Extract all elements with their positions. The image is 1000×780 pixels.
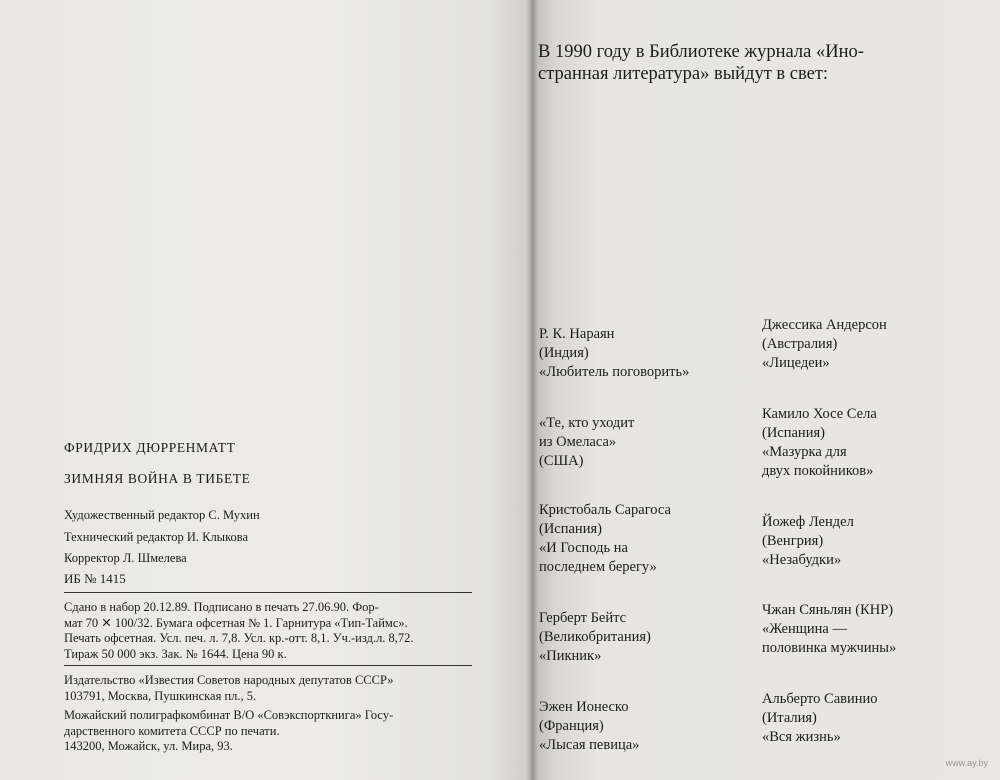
- book-entry: [539, 501, 671, 577]
- entry-line: «Незабудки»: [762, 552, 842, 568]
- print-line: Тираж 50 000 экз. Зак. № 1644. Цена 90 к.: [64, 646, 287, 661]
- entry-line: (Франция): [539, 718, 604, 734]
- print-line: Сдано в набор 20.12.89. Подписано в печать 27.06.90. Фор-: [64, 600, 379, 614]
- credit-role: Корректор: [64, 551, 120, 565]
- book-entry: [762, 690, 878, 747]
- book-gutter: [526, 0, 538, 780]
- entry-line: «Любитель поговорить»: [539, 364, 690, 380]
- watermark: www.ay.by: [945, 758, 988, 768]
- entry-line: Камило Хосе Села: [762, 406, 877, 422]
- entry-line: Йожеф Лендел: [762, 514, 854, 530]
- entry-line: из Омеласа»: [539, 434, 617, 450]
- intro-line: В 1990 году в Библиотеке журнала «Ино-: [538, 42, 864, 62]
- intro-line: странная литература» выйдут в свет:: [538, 64, 829, 84]
- entry-line: «Лысая певица»: [539, 737, 640, 753]
- entry-line: «Те, кто уходит: [539, 415, 635, 431]
- book-entry: [762, 316, 887, 373]
- book-title: ЗИМНЯЯ ВОЙНА В ТИБЕТЕ: [64, 471, 251, 486]
- publisher-line: 103791, Москва, Пушкинская пл., 5.: [64, 688, 257, 703]
- book-entry: [762, 405, 877, 481]
- ib-number: ИБ № 1415: [64, 571, 126, 586]
- credit-role: Технический редактор: [64, 529, 184, 544]
- entry-line: «И Господь на: [539, 540, 628, 556]
- print-details: [64, 600, 474, 662]
- entry-line: (Испания): [762, 425, 825, 441]
- print-line: Печать офсетная. Усл. печ. л. 7,8. Усл. кр.-отт. 8,1. Уч.-изд.л. 8,72.: [64, 631, 414, 645]
- entry-line: «Женщина —: [762, 621, 847, 637]
- publisher: [64, 673, 474, 704]
- credit-name: И. Клыкова: [186, 529, 249, 544]
- entry-line: (Австралия): [762, 336, 838, 352]
- book-entry: [762, 513, 854, 570]
- divider: [64, 665, 472, 666]
- entry-line: (США): [539, 453, 584, 469]
- book-entry: [539, 325, 689, 382]
- credit-art-editor: [64, 505, 260, 527]
- divider: [64, 592, 472, 593]
- book-author: ФРИДРИХ ДЮРРЕНМАТТ: [64, 440, 236, 455]
- credit-proofreader: [64, 548, 260, 570]
- entry-line: «Мазурка для: [762, 444, 847, 460]
- entry-line: Эжен Ионеско: [539, 699, 629, 715]
- entry-line: (Великобритания): [539, 629, 651, 645]
- credits: [64, 505, 260, 570]
- entry-line: (Италия): [762, 710, 817, 726]
- print-line: мат 70 ✕ 100/32. Бумага офсетная № 1. Гарнитура «Тип-Таймс».: [64, 615, 408, 630]
- entry-line: последнем берегу»: [539, 559, 657, 575]
- entry-line: (Испания): [539, 521, 602, 537]
- entry-line: Джессика Андерсон: [762, 317, 887, 333]
- entry-line: Р. К. Нараян: [539, 326, 615, 342]
- publisher-line: Издательство «Известия Советов народных депутатов СССР»: [64, 673, 394, 687]
- entry-line: (Индия): [539, 345, 589, 361]
- entry-line: Чжан Сяньлян (КНР): [762, 602, 894, 618]
- book-entry: [539, 414, 634, 471]
- book-entry: [539, 698, 639, 755]
- entry-line: «Вся жизнь»: [762, 729, 841, 745]
- printer-line: дарственного комитета СССР по печати.: [64, 723, 280, 738]
- entry-line: Герберт Бейтс: [539, 610, 627, 626]
- credit-role: Художественный редактор: [64, 508, 206, 522]
- printer: [64, 708, 474, 755]
- printer-line: Можайский полиграфкомбинат В/О «Совэкспорткнига» Госу-: [64, 708, 394, 722]
- entry-line: «Пикник»: [539, 648, 602, 664]
- credit-name: С. Мухин: [208, 508, 260, 522]
- announcement-intro: [538, 41, 864, 85]
- entry-line: половинка мужчины»: [762, 640, 897, 656]
- entry-line: Кристобаль Сарагоса: [539, 502, 671, 518]
- credit-tech-editor: [64, 527, 260, 549]
- entry-line: двух покойников»: [762, 463, 874, 479]
- entry-line: Альберто Савинио: [762, 691, 878, 707]
- printer-line: 143200, Можайск, ул. Мира, 93.: [64, 739, 233, 753]
- entry-line: (Венгрия): [762, 533, 824, 549]
- book-entry: [539, 609, 651, 666]
- credit-name: Л. Шмелева: [122, 551, 187, 565]
- entry-line: «Лицедеи»: [762, 355, 830, 371]
- book-entry: [762, 601, 896, 658]
